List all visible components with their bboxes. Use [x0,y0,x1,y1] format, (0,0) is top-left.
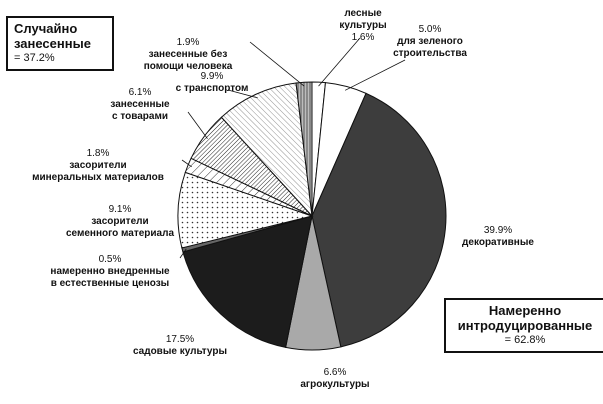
slice-percent-label: 6.1% [128,87,152,98]
slice-label: в естественные ценозы [50,278,170,289]
slice-label: агрокультуры [300,379,370,390]
slice-label: минеральных материалов [32,172,164,183]
slice-percent-label: 39.9% [483,225,513,236]
slice-label: с товарами [111,111,169,122]
slice-label: строительства [393,48,467,59]
slice-percent-label: 5.0% [418,24,442,35]
group-label-introduced: Намеренно интродуцированные [457,303,593,333]
leader-line [345,60,405,90]
slice-percent-label: 1.6% [351,32,375,43]
slice-label: садовые культуры [132,346,228,357]
slice-percent-label: 0.5% [98,254,122,265]
slice-label: помощи человека [143,61,233,72]
slice-label: засорители [69,160,127,171]
slice-label: лесные [344,8,382,19]
slice-label: намеренно внедренные [50,266,170,277]
slice-percent-label: 1.9% [176,37,200,48]
slice-label: занесенные [110,99,170,110]
slice-label: для зеленого [397,36,463,47]
slice-label: семенного материала [65,228,175,239]
slice-percent-label: 9.9% [200,71,224,82]
slice-label: с транспортом [175,83,249,94]
group-label-random: Случайно занесенные [14,21,91,51]
slice-percent-label: 17.5% [165,334,195,345]
slice-percent-label: 6.6% [323,367,347,378]
slice-percent-label: 9.1% [108,204,132,215]
slice-label: декоративные [462,237,534,248]
slice-percent-label: 1.8% [86,148,110,159]
group-value-introduced: = 62.8% [504,334,546,346]
slice-label: засорители [91,216,149,227]
leader-line [188,112,207,139]
leader-line [250,42,304,86]
leader-line [319,38,360,86]
slice-label: культуры [339,20,387,31]
slice-label: занесенные без [148,49,228,60]
group-value-random: = 37.2% [14,52,55,64]
